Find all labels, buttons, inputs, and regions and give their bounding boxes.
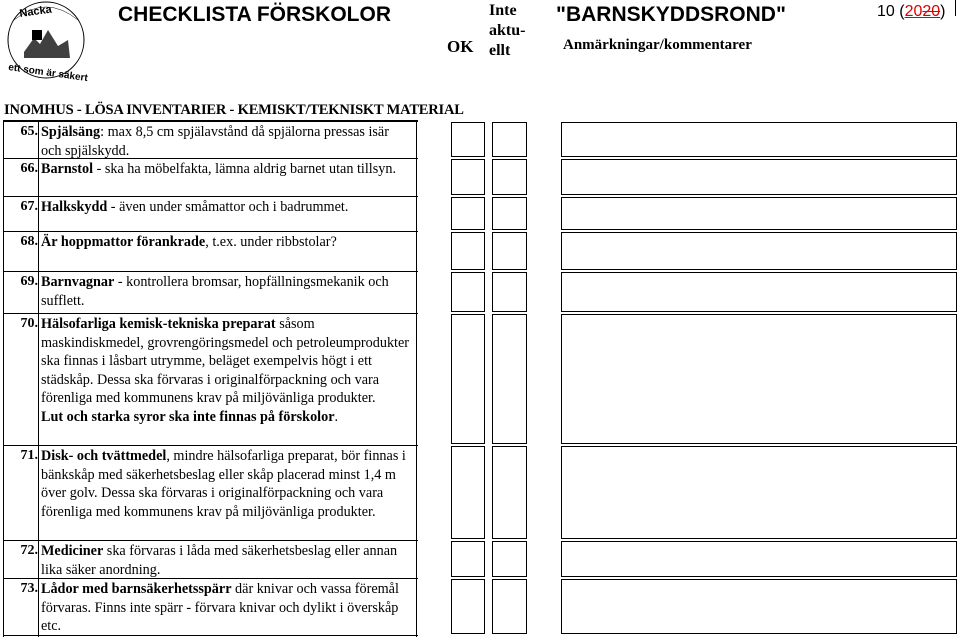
svg-text:ett som är säkert: ett som är säkert — [7, 62, 89, 84]
not-applicable-checkbox[interactable] — [492, 314, 527, 444]
remarks-field[interactable] — [561, 541, 957, 577]
remarks-field[interactable] — [561, 122, 957, 157]
item-number: 72. — [20, 543, 38, 558]
remarks-field[interactable] — [561, 232, 957, 270]
not-applicable-checkbox[interactable] — [492, 232, 527, 270]
remarks-field[interactable] — [561, 159, 957, 195]
item-description: , t.ex. under ribbstolar? — [205, 234, 337, 250]
not-applicable-checkbox[interactable] — [492, 159, 527, 195]
not-applicable-checkbox[interactable] — [492, 197, 527, 230]
top-right-rule — [955, 0, 956, 16]
ok-checkbox[interactable] — [451, 197, 485, 230]
row-divider — [3, 231, 418, 232]
row-divider — [3, 196, 418, 197]
item-description: där knivar och vassa föremål förvaras. Finns inte spärr - förvara knivar och dylikt i överskåp etc. — [41, 581, 399, 635]
ok-checkbox[interactable] — [451, 159, 485, 195]
item-description: såsom maskindiskmedel, grovrengöringsmedel och petroleumprodukter ska finnas i låsbart utrymme, beläget exempelvis högt i ett städskåp. Dessa ska förvaras i originalförpackning och vara förenliga med kommunens krav på miljövänliga produkter. — [41, 316, 409, 407]
page-title: CHECKLISTA FÖRSKOLOR — [118, 3, 391, 26]
item-warning: Lut och starka syror ska inte finnas på förskolor — [41, 408, 335, 425]
ok-checkbox[interactable] — [451, 232, 485, 270]
item-keyword: Halkskydd — [41, 199, 108, 215]
row-divider — [3, 540, 418, 541]
item-keyword: Är hoppmattor förankrade — [41, 234, 206, 250]
item-text — [41, 123, 411, 160]
item-number: 71. — [20, 448, 38, 463]
remarks-field[interactable] — [561, 579, 957, 634]
row-divider — [3, 445, 418, 446]
page-num: 10 — [877, 3, 895, 20]
ok-checkbox[interactable] — [451, 272, 485, 312]
item-description: , mindre hälsofarliga preparat, bör finnas i bänkskåp med säkerhetsbeslag eller skåp placerad minst 1,4 m över golv. Dessa ska förvaras i originalförpackning och vara förenliga med kommunens krav på miljövänliga produkter. — [41, 448, 406, 520]
remarks-field[interactable] — [561, 272, 957, 312]
item-description: : max 8,5 cm spjälavstånd då spjälorna pressas isär och spjälskydd. — [41, 124, 389, 159]
item-keyword: Barnvagnar — [41, 274, 115, 290]
not-applicable-checkbox[interactable] — [492, 541, 527, 577]
item-keyword: Hälsofarliga kemisk-tekniska preparat — [41, 316, 276, 332]
ok-checkbox[interactable] — [451, 122, 485, 157]
row-divider — [3, 271, 418, 272]
aktu-line: aktu- — [489, 22, 526, 39]
not-applicable-checkbox[interactable] — [492, 122, 527, 157]
ok-checkbox[interactable] — [451, 579, 485, 634]
item-description: ska förvaras i låda med säkerhetsbeslag eller annan lika säker anordning. — [41, 543, 398, 578]
item-text — [41, 198, 411, 217]
item-keyword: Disk- och tvättmedel — [41, 448, 167, 464]
item-keyword: Spjälsäng — [41, 124, 101, 140]
nacka-logo — [0, 0, 92, 84]
item-description: - ska ha möbelfakta, lämna aldrig barnet utan tillsyn. — [93, 161, 396, 177]
not-applicable-column-header — [489, 1, 525, 61]
section-heading: INOMHUS - LÖSA INVENTARIER - KEMISKT/TEKNISKT MATERIAL — [4, 102, 464, 118]
year-prefix: 20 — [904, 3, 923, 20]
item-text — [41, 580, 411, 636]
item-warning-end: . — [334, 408, 339, 425]
not-applicable-checkbox[interactable] — [492, 272, 527, 312]
item-text — [41, 273, 411, 310]
ok-checkbox[interactable] — [451, 446, 485, 539]
item-text — [41, 542, 411, 579]
item-text — [41, 160, 411, 179]
remarks-field[interactable] — [561, 197, 957, 230]
row-divider — [3, 313, 418, 314]
round-title: "BARNSKYDDSROND" — [556, 3, 786, 26]
year-struck: 20 — [922, 3, 941, 20]
not-applicable-checkbox[interactable] — [492, 579, 527, 634]
item-number: 65. — [20, 124, 38, 139]
table-top-rule — [3, 120, 418, 122]
item-text — [41, 315, 411, 427]
item-description: - kontrollera bromsar, hopfällningsmekanik och sufflett. — [41, 274, 389, 309]
ok-checkbox[interactable] — [451, 314, 485, 444]
item-keyword: Barnstol — [41, 161, 94, 177]
item-number: 67. — [20, 199, 38, 214]
item-description: - även under småmattor och i badrummet. — [107, 199, 349, 215]
item-number: 68. — [20, 234, 38, 249]
item-number: 69. — [20, 274, 38, 289]
ok-checkbox[interactable] — [451, 541, 485, 577]
year — [905, 3, 941, 20]
item-keyword: Lådor med barnsäkerhetsspärr — [41, 581, 232, 597]
inte-line: Inte — [489, 2, 517, 19]
svg-text:Nacka: Nacka — [18, 3, 53, 20]
number-column-rule — [38, 120, 39, 637]
item-number: 66. — [20, 161, 38, 176]
table-right-rule — [416, 120, 417, 637]
remarks-field[interactable] — [561, 446, 957, 539]
table-left-rule — [3, 120, 4, 637]
remarks-column-header: Anmärkningar/kommentarer — [563, 37, 752, 53]
not-applicable-checkbox[interactable] — [492, 446, 527, 539]
ellt-line: ellt — [489, 42, 511, 59]
page-number: 10 (2020) — [877, 3, 946, 20]
item-number: 70. — [20, 316, 38, 331]
item-text — [41, 447, 411, 521]
remarks-field[interactable] — [561, 314, 957, 444]
ok-column-header: OK — [447, 37, 474, 56]
item-number: 73. — [20, 581, 38, 596]
item-keyword: Mediciner — [41, 543, 104, 559]
item-text — [41, 233, 411, 252]
